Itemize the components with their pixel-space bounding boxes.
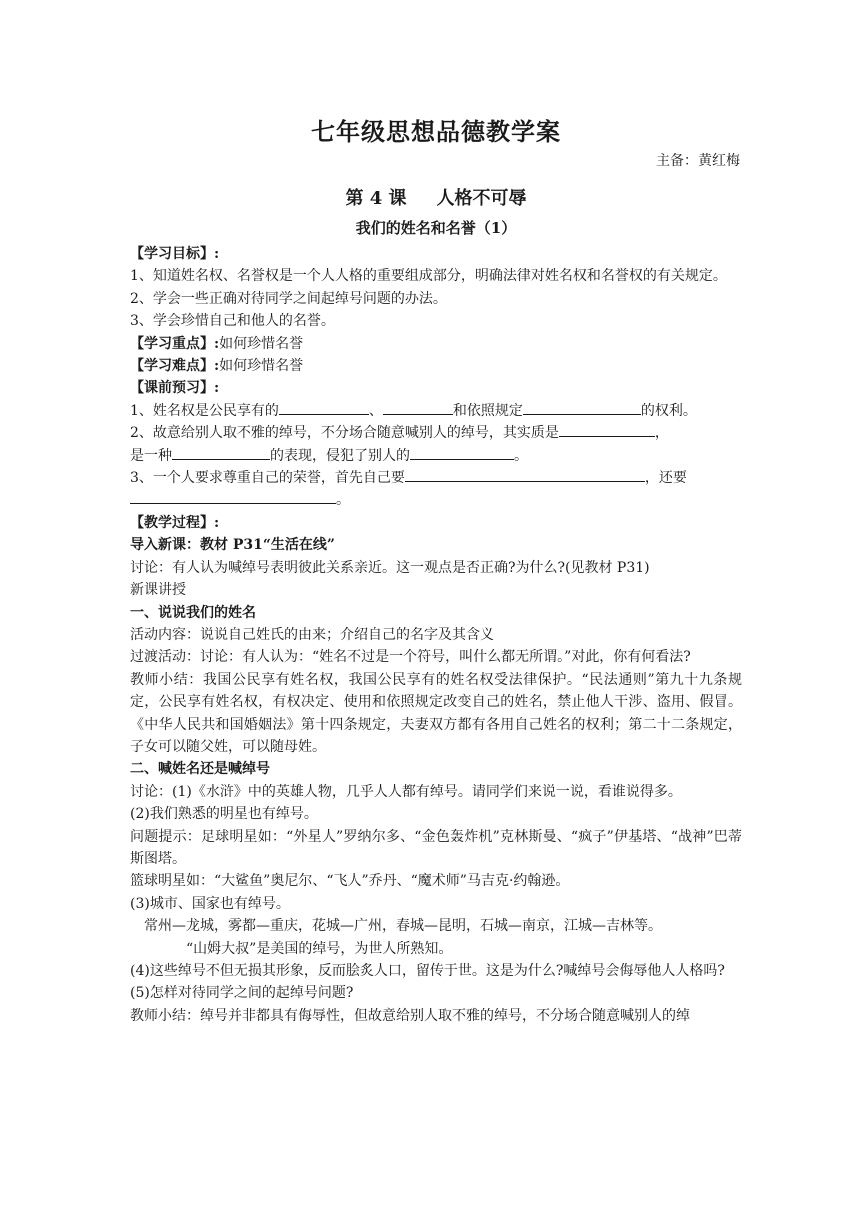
transition-line: 过渡活动：讨论：有人认为：“姓名不过是一个符号，叫什么都无所谓。”对此，你有何看法? bbox=[130, 649, 691, 666]
teacher-summary-2: 教师小结：绰号并非都具有侮辱性，但故意给别人取不雅的绰号，不分场合随意喊别人的绰 bbox=[130, 1007, 690, 1024]
fill-blank bbox=[279, 400, 369, 415]
lesson-number: 第 4 课 bbox=[345, 188, 407, 209]
fill-blank bbox=[130, 489, 336, 504]
fill-blank bbox=[405, 467, 645, 482]
lesson-name: 人格不可辱 bbox=[436, 188, 527, 209]
fill-blank bbox=[383, 400, 453, 415]
preview-q3-cont: 。 bbox=[130, 489, 742, 511]
activity-line: 活动内容：说说自己姓氏的由来；介绍自己的名字及其含义 bbox=[130, 626, 494, 643]
preview-q3: 3、一个人要求尊重自己的荣誉，首先自己要 ，还要 bbox=[130, 467, 742, 489]
discussion-q4: (4)这些绰号不但无损其形象，反而脍炙人口，留传于世。这是为什么?喊绰号会侮辱他人人格吗? bbox=[130, 963, 725, 979]
intro-line: 导入新课：教材 P31“生活在线” bbox=[130, 537, 335, 554]
document-body bbox=[130, 243, 742, 1027]
preview-q2-cont: 是一种 的表现，侵犯了别人的 。 bbox=[130, 445, 742, 467]
fill-blank bbox=[172, 445, 270, 460]
document-title: 七年级思想品德教学案 bbox=[311, 117, 561, 146]
hint-line: 问题提示：足球明星如：“外星人”罗纳尔多、“金色轰炸机”克林斯曼、“疯子”伊基塔、“战神”巴蒂斯图塔。 bbox=[130, 828, 742, 867]
objective-item: 1、知道姓名权、名誉权是一个人人格的重要组成部分，明确法律对姓名权和名誉权的有关规定。 bbox=[130, 268, 727, 285]
key-point-text: 如何珍惜名誉 bbox=[219, 335, 304, 352]
objective-item: 2、学会一些正确对待同学之间起绰号问题的办法。 bbox=[130, 290, 447, 307]
lesson-heading bbox=[130, 184, 742, 210]
difficulty bbox=[130, 355, 742, 377]
key-point-heading: 【学习重点】: bbox=[130, 335, 220, 352]
cities-line: 常州—龙城，雾都—重庆，花城—广州，春城—昆明，石城—南京，江城—吉林等。 bbox=[144, 918, 662, 935]
discussion-q2: (2)我们熟悉的明星也有绰号。 bbox=[130, 806, 318, 823]
new-lesson-label: 新课讲授 bbox=[130, 582, 186, 599]
objective-item: 3、学会珍惜自己和他人的名誉。 bbox=[130, 313, 335, 330]
preview-heading: 【课前预习】: bbox=[130, 380, 220, 397]
section-one-heading: 一、说说我们的姓名 bbox=[130, 604, 256, 621]
difficulty-text: 如何珍惜名誉 bbox=[219, 358, 304, 375]
section-subtitle: 我们的姓名和名誉（1） bbox=[355, 219, 517, 237]
discussion-q3: (3)城市、国家也有绰号。 bbox=[130, 895, 290, 912]
author-line: 主备：黄红梅 bbox=[656, 153, 740, 169]
objectives-heading: 【学习目标】: bbox=[130, 246, 220, 262]
teacher-summary: 教师小结：我国公民享有姓名权，我国公民享有的姓名权受法律保护。“民法通则”第九十九条规定，公民享有姓名权，有权决定、使用和依照规定改变自己的姓名，禁止他人干涉、盗用、假冒。《中华人民共和国婚姻法》第十四条规定，夫妻双方都有各用自己姓名的权利；第二十二条规定，子女可以随父姓，可以随母姓。 bbox=[130, 671, 742, 755]
fill-blank bbox=[523, 400, 641, 415]
fill-blank bbox=[559, 422, 655, 437]
usa-line: “山姆大叔”是美国的绰号，为世人所熟知。 bbox=[186, 940, 453, 957]
discuss-line: 讨论：有人认为喊绰号表明彼此关系亲近。这一观点是否正确?为什么?(见教材 P31) bbox=[130, 559, 650, 576]
discussion-q1: 讨论：(1)《水浒》中的英雄人物，几乎人人都有绰号。请同学们来说一说，看谁说得多。 bbox=[130, 783, 682, 800]
fill-blank bbox=[410, 445, 514, 460]
process-heading: 【教学过程】: bbox=[130, 514, 220, 531]
key-point bbox=[130, 333, 742, 355]
preview-q2: 2、故意给别人取不雅的绰号，不分场合随意喊别人的绰号，其实质是 ， bbox=[130, 422, 742, 444]
preview-q1: 1、姓名权是公民享有的 、 和依照规定 的权利。 bbox=[130, 400, 742, 422]
discussion-q5: (5)怎样对待同学之间的起绰号问题? bbox=[130, 985, 354, 1002]
section-two-heading: 二、喊姓名还是喊绰号 bbox=[130, 761, 270, 778]
basketball-line: 篮球明星如：“大鲨鱼”奥尼尔、“飞人”乔丹、“魔术师”马吉克·约翰逊。 bbox=[130, 873, 570, 890]
difficulty-heading: 【学习难点】: bbox=[130, 358, 220, 375]
